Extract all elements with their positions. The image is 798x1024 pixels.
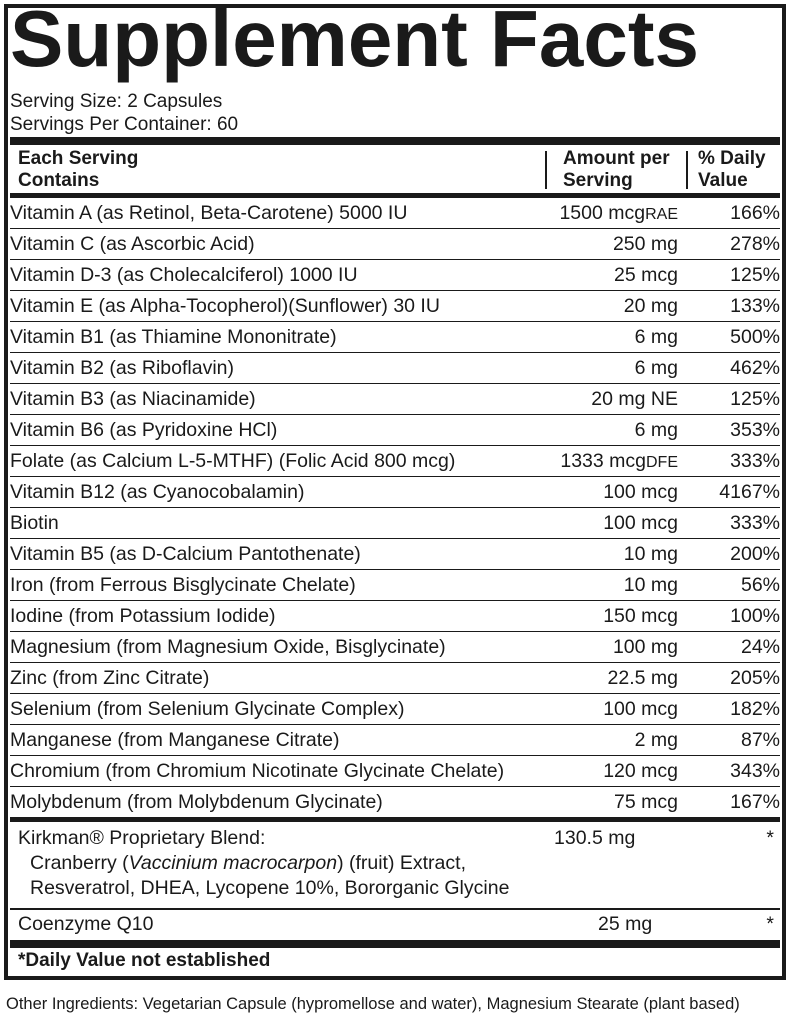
nutrient-name: Magnesium (from Magnesium Oxide, Bisglycinate) xyxy=(10,632,540,663)
blend-ingredients-line1 xyxy=(30,851,466,875)
nutrient-name: Vitamin E (as Alpha-Tocopherol)(Sunflower) 30 IU xyxy=(10,291,540,322)
nutrient-daily-value: 333% xyxy=(678,446,780,477)
nutrient-name: Chromium (from Chromium Nicotinate Glycinate Chelate) xyxy=(10,756,540,787)
nutrient-row xyxy=(10,260,780,291)
nutrient-daily-value: 500% xyxy=(678,322,780,353)
header-divider-2 xyxy=(686,151,688,189)
nutrient-amount xyxy=(540,756,678,787)
amount-value: 10 mg xyxy=(623,542,678,565)
daily-value-footnote: *Daily Value not established xyxy=(18,950,271,971)
nutrient-amount xyxy=(540,446,678,477)
amount-value: 100 mg xyxy=(612,635,678,658)
blend-amount: 130.5 mg xyxy=(554,827,636,849)
header-each-serving-line1: Each Serving xyxy=(18,148,139,169)
header-amount-line1: Amount per xyxy=(563,148,670,169)
nutrient-row xyxy=(10,446,780,477)
nutrient-name: Selenium (from Selenium Glycinate Complex) xyxy=(10,694,540,725)
amount-value: 120 mcg xyxy=(603,759,678,782)
nutrient-daily-value: 353% xyxy=(678,415,780,446)
nutrient-row xyxy=(10,632,780,663)
nutrient-row xyxy=(10,725,780,756)
nutrient-row xyxy=(10,663,780,694)
nutrient-daily-value: 133% xyxy=(678,291,780,322)
nutrient-table xyxy=(10,198,780,818)
nutrient-row xyxy=(10,539,780,570)
nutrient-daily-value: 4167% xyxy=(678,477,780,508)
amount-value: 100 mcg xyxy=(603,480,678,503)
nutrient-name: Biotin xyxy=(10,508,540,539)
nutrient-daily-value: 166% xyxy=(678,198,780,229)
amount-unit: DFE xyxy=(646,453,678,471)
serving-size: Serving Size: 2 Capsules xyxy=(10,91,223,112)
nutrient-daily-value: 333% xyxy=(678,508,780,539)
nutrient-daily-value: 100% xyxy=(678,601,780,632)
amount-value: 25 mcg xyxy=(614,263,678,286)
header-amount-line2: Serving xyxy=(563,170,633,191)
nutrient-row xyxy=(10,291,780,322)
amount-value: 1333 mcg xyxy=(560,449,646,472)
amount-value: 100 mcg xyxy=(603,511,678,534)
nutrient-name: Iodine (from Potassium Iodide) xyxy=(10,601,540,632)
nutrient-amount xyxy=(540,725,678,756)
amount-value: 6 mg xyxy=(634,418,678,441)
nutrient-name: Vitamin B3 (as Niacinamide) xyxy=(10,384,540,415)
rule-coq10 xyxy=(10,908,780,910)
header-each-serving-line2: Contains xyxy=(18,170,100,191)
blend-text: Cranberry ( xyxy=(30,852,129,874)
blend-ingredients-line2: Resveratrol, DHEA, Lycopene 10%, Bororganic Glycine xyxy=(30,877,510,899)
nutrient-daily-value: 56% xyxy=(678,570,780,601)
nutrient-daily-value: 87% xyxy=(678,725,780,756)
coq10-name: Coenzyme Q10 xyxy=(18,913,154,935)
nutrient-row xyxy=(10,384,780,415)
other-ingredients: Other Ingredients: Vegetarian Capsule (hypromellose and water), Magnesium Stearate (plant based) xyxy=(6,995,740,1013)
nutrient-amount xyxy=(540,322,678,353)
nutrient-row xyxy=(10,508,780,539)
nutrient-daily-value: 24% xyxy=(678,632,780,663)
nutrient-daily-value: 167% xyxy=(678,787,780,818)
amount-value: 10 mg xyxy=(623,573,678,596)
nutrient-daily-value: 205% xyxy=(678,663,780,694)
nutrient-row xyxy=(10,601,780,632)
thick-rule-top xyxy=(10,137,780,145)
nutrient-amount xyxy=(540,353,678,384)
nutrient-row xyxy=(10,756,780,787)
nutrient-amount xyxy=(540,415,678,446)
nutrient-amount xyxy=(540,632,678,663)
amount-value: 20 mg xyxy=(623,294,678,317)
thick-rule-blend xyxy=(10,818,780,822)
nutrient-row xyxy=(10,229,780,260)
nutrient-name: Vitamin B2 (as Riboflavin) xyxy=(10,353,540,384)
nutrient-amount xyxy=(540,694,678,725)
coq10-amount: 25 mg xyxy=(598,913,653,935)
nutrient-daily-value: 462% xyxy=(678,353,780,384)
nutrient-row xyxy=(10,570,780,601)
nutrient-name: Vitamin B1 (as Thiamine Mononitrate) xyxy=(10,322,540,353)
nutrient-row xyxy=(10,477,780,508)
nutrient-name: Vitamin B6 (as Pyridoxine HCl) xyxy=(10,415,540,446)
nutrient-name: Iron (from Ferrous Bisglycinate Chelate) xyxy=(10,570,540,601)
nutrient-amount xyxy=(540,570,678,601)
amount-value: 20 mg NE xyxy=(591,387,678,410)
blend-name: Kirkman® Proprietary Blend: xyxy=(18,827,266,849)
nutrient-amount xyxy=(540,508,678,539)
nutrient-name: Molybdenum (from Molybdenum Glycinate) xyxy=(10,787,540,818)
amount-value: 22.5 mg xyxy=(607,666,678,689)
header-daily-value-line1: % Daily xyxy=(698,148,766,169)
panel-title: Supplement Facts xyxy=(10,0,700,83)
servings-per-container: Servings Per Container: 60 xyxy=(10,114,239,135)
nutrient-name: Manganese (from Manganese Citrate) xyxy=(10,725,540,756)
nutrient-amount xyxy=(540,539,678,570)
amount-value: 100 mcg xyxy=(603,697,678,720)
header-divider-1 xyxy=(545,151,547,189)
nutrient-amount xyxy=(540,787,678,818)
blend-text: ) (fruit) Extract, xyxy=(337,852,466,874)
nutrient-daily-value: 343% xyxy=(678,756,780,787)
nutrient-name: Vitamin B12 (as Cyanocobalamin) xyxy=(10,477,540,508)
nutrient-row xyxy=(10,415,780,446)
amount-value: 75 mcg xyxy=(614,790,678,813)
nutrient-daily-value: 125% xyxy=(678,384,780,415)
nutrient-daily-value: 278% xyxy=(678,229,780,260)
nutrient-daily-value: 200% xyxy=(678,539,780,570)
nutrient-row xyxy=(10,353,780,384)
nutrient-row xyxy=(10,787,780,818)
coq10-dv: * xyxy=(766,913,774,935)
header-amount xyxy=(563,148,670,192)
header-daily-value xyxy=(698,148,766,192)
nutrient-name: Zinc (from Zinc Citrate) xyxy=(10,663,540,694)
nutrient-name: Vitamin C (as Ascorbic Acid) xyxy=(10,229,540,260)
amount-value: 2 mg xyxy=(634,728,678,751)
nutrient-amount xyxy=(540,198,678,229)
amount-unit: RAE xyxy=(645,205,678,223)
nutrient-name: Vitamin A (as Retinol, Beta-Carotene) 5000 IU xyxy=(10,198,540,229)
nutrient-daily-value: 182% xyxy=(678,694,780,725)
amount-value: 250 mg xyxy=(612,232,678,255)
header-daily-value-line2: Value xyxy=(698,170,748,191)
blend-botanical-name: Vaccinium macrocarpon xyxy=(128,852,338,874)
nutrient-amount xyxy=(540,260,678,291)
nutrient-amount xyxy=(540,477,678,508)
nutrient-amount xyxy=(540,601,678,632)
thick-rule-bottom xyxy=(10,940,780,948)
nutrient-name: Vitamin D-3 (as Cholecalciferol) 1000 IU xyxy=(10,260,540,291)
amount-value: 1500 mcg xyxy=(559,201,646,224)
blend-dv: * xyxy=(766,827,774,849)
nutrient-amount xyxy=(540,291,678,322)
nutrient-row xyxy=(10,322,780,353)
header-each-serving xyxy=(18,148,138,192)
amount-value: 6 mg xyxy=(634,325,678,348)
nutrient-row xyxy=(10,694,780,725)
nutrient-amount xyxy=(540,384,678,415)
amount-value: 150 mcg xyxy=(603,604,678,627)
nutrient-name: Vitamin B5 (as D-Calcium Pantothenate) xyxy=(10,539,540,570)
nutrient-daily-value: 125% xyxy=(678,260,780,291)
nutrient-amount xyxy=(540,663,678,694)
nutrient-name: Folate (as Calcium L-5-MTHF) (Folic Acid 800 mcg) xyxy=(10,446,540,477)
amount-value: 6 mg xyxy=(634,356,678,379)
nutrient-amount xyxy=(540,229,678,260)
nutrient-row xyxy=(10,198,780,229)
